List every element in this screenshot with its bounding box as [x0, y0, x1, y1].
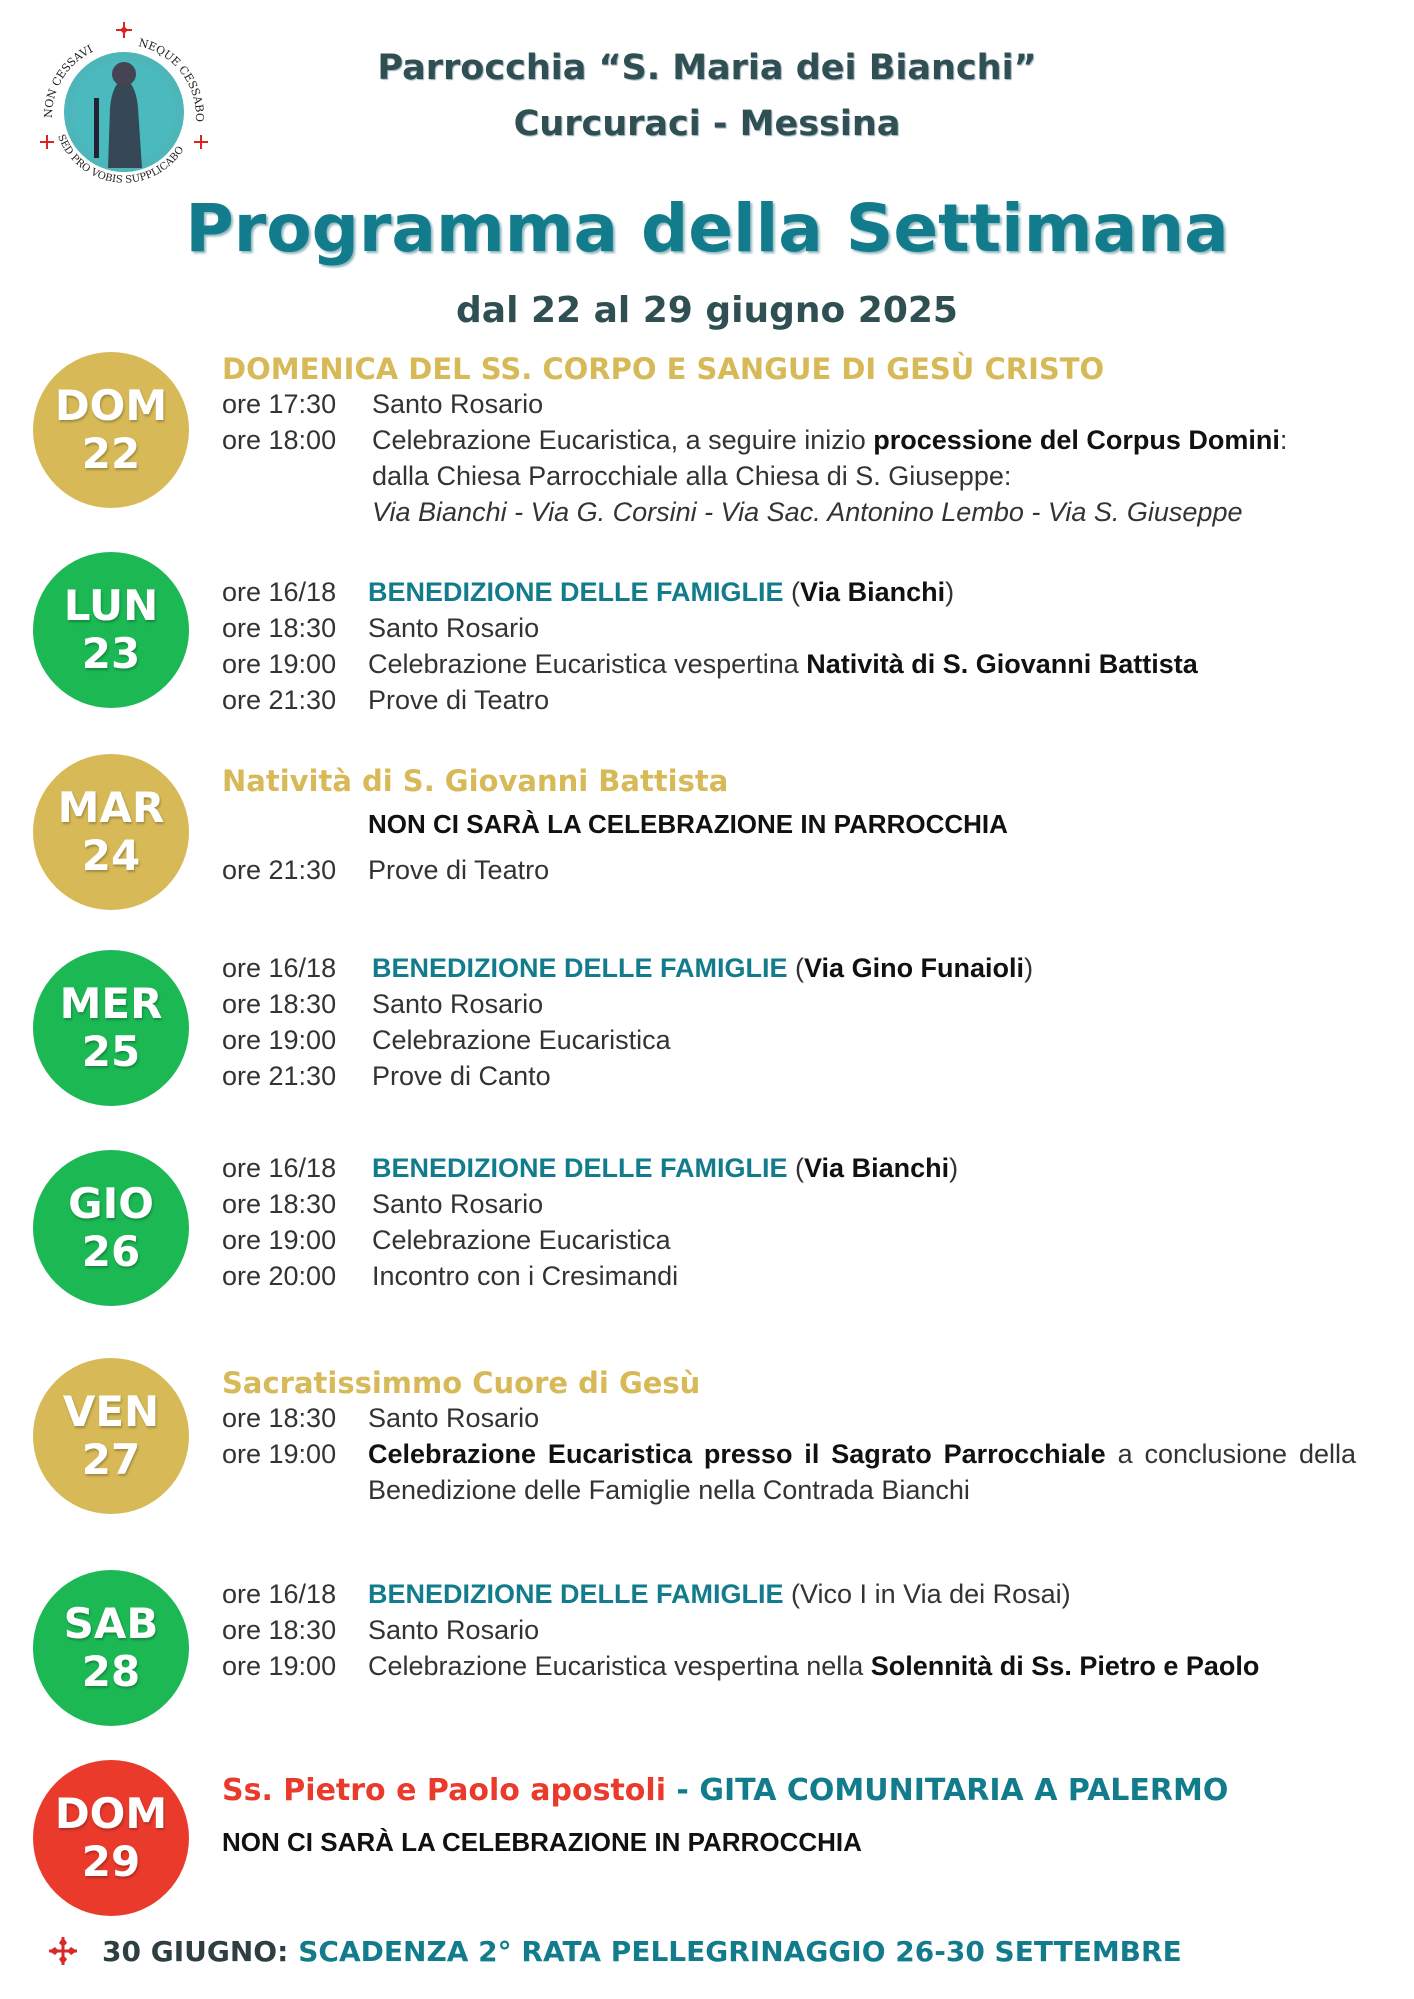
day-block-dom-29: [222, 1772, 1362, 1860]
day-abbr: GIO: [68, 1179, 154, 1228]
day-block-mer-25: [222, 950, 1362, 1094]
schedule-row: ore 20:00 Incontro con i Cresimandi: [222, 1261, 679, 1291]
day-block-ven-27: [222, 1364, 1362, 1508]
day-block-lun-23: [222, 574, 1362, 718]
day-number: 22: [81, 429, 141, 478]
schedule-row: ore 18:30 Santo Rosario: [222, 989, 544, 1019]
feast-title: Sacratissimmo Cuore di Gesù: [222, 1366, 701, 1400]
schedule-row: ore 19:00 Celebrazione Eucaristica: [222, 1225, 671, 1255]
day-block-dom-22: [222, 350, 1362, 530]
notice-row: NON CI SARÀ LA CELEBRAZIONE IN PARROCCHIA: [368, 809, 1008, 839]
feast-title: DOMENICA DEL SS. CORPO E SANGUE DI GESÙ CRISTO: [222, 352, 1105, 386]
day-badge-ven-27: [33, 1358, 189, 1514]
schedule-row: ore 18:00 Celebrazione Eucaristica, a seguire inizio processione del Corpus Domini:: [222, 425, 1288, 455]
day-abbr: MER: [59, 979, 163, 1028]
schedule-row: ore 18:30 Santo Rosario: [222, 1403, 540, 1433]
schedule-row: Via Bianchi - Via G. Corsini - Via Sac. Antonino Lembo - Via S. Giuseppe: [372, 497, 1243, 527]
day-number: 24: [81, 831, 141, 880]
svg-text:NEQUE CESSABO: NEQUE CESSABO: [137, 36, 207, 122]
day-badge-gio-26: [33, 1150, 189, 1306]
schedule-row: ore 16/18 BENEDIZIONE DELLE FAMIGLIE (Via Bianchi): [222, 1153, 959, 1183]
schedule-row: ore 21:30 Prove di Canto: [222, 1061, 551, 1091]
schedule-row: ore 18:30 Santo Rosario: [222, 613, 540, 643]
day-abbr: VEN: [62, 1387, 160, 1436]
day-number: 29: [81, 1837, 141, 1886]
day-abbr: DOM: [54, 381, 168, 430]
cross-icon: [46, 1934, 80, 1968]
schedule-row: ore 21:30 Prove di Teatro: [222, 855, 550, 885]
day-number: 26: [81, 1227, 141, 1276]
schedule-row: ore 16/18 BENEDIZIONE DELLE FAMIGLIE (Vico I in Via dei Rosai): [222, 1579, 1071, 1609]
day-number: 27: [81, 1435, 141, 1484]
day-badge-dom-29: [33, 1760, 189, 1916]
schedule-row: ore 17:30 Santo Rosario: [222, 389, 544, 419]
day-badge-mer-25: [33, 950, 189, 1106]
schedule-row: ore 18:30 Santo Rosario: [222, 1189, 544, 1219]
schedule-row: ore 21:30 Prove di Teatro: [222, 685, 550, 715]
date-range: dal 22 al 29 giugno 2025: [456, 290, 958, 331]
footer-date: 30 GIUGNO:: [102, 1934, 289, 1968]
feast-title: Ss. Pietro e Paolo apostoli - GITA COMUNITARIA A PALERMO: [222, 1773, 1229, 1808]
day-badge-mar-24: [33, 754, 189, 910]
schedule-row: ore 19:00 Celebrazione Eucaristica vespertina nella Solennità di Ss. Pietro e Paolo: [222, 1651, 1260, 1681]
svg-text:NON CESSAVI: NON CESSAVI: [41, 42, 95, 119]
parish-city: Curcuraci - Messina: [513, 104, 901, 144]
day-badge-lun-23: [33, 552, 189, 708]
schedule-row: ore 19:00 Celebrazione Eucaristica presso il Sagrato Parrocchiale a conclusione della Benedizione delle Famiglie nella Contrada Bianchi: [222, 1439, 1356, 1505]
schedule-row: ore 16/18 BENEDIZIONE DELLE FAMIGLIE (Via Bianchi): [222, 577, 955, 607]
parish-name: Parrocchia “S. Maria dei Bianchi”: [377, 48, 1037, 88]
footer-note: [46, 1934, 1182, 1968]
schedule-row: ore 19:00 Celebrazione Eucaristica vespertina Natività di S. Giovanni Battista: [222, 649, 1198, 679]
schedule-row: ore 16/18 BENEDIZIONE DELLE FAMIGLIE (Via Gino Funaioli): [222, 953, 1034, 983]
schedule-row: dalla Chiesa Parrocchiale alla Chiesa di S. Giuseppe:: [372, 461, 1012, 491]
day-number: 28: [81, 1647, 141, 1696]
schedule-row: ore 18:30 Santo Rosario: [222, 1615, 540, 1645]
day-block-mar-24: [222, 762, 1362, 888]
footer-text: SCADENZA 2° RATA PELLEGRINAGGIO 26-30 SETTEMBRE: [298, 1934, 1182, 1968]
feast-title: Natività di S. Giovanni Battista: [222, 764, 729, 798]
page-title: Programma della Settimana: [185, 190, 1229, 267]
day-block-gio-26: [222, 1150, 1362, 1294]
day-abbr: LUN: [63, 581, 159, 630]
day-badge-dom-22: [33, 352, 189, 508]
day-block-sab-28: [222, 1576, 1362, 1684]
notice-row: NON CI SARÀ LA CELEBRAZIONE IN PARROCCHIA: [222, 1827, 862, 1857]
day-abbr: DOM: [54, 1789, 168, 1838]
day-abbr: MAR: [57, 783, 165, 832]
day-number: 23: [81, 629, 141, 678]
day-abbr: SAB: [63, 1599, 159, 1648]
day-badge-sab-28: [33, 1570, 189, 1726]
day-number: 25: [81, 1027, 141, 1076]
schedule-row: ore 19:00 Celebrazione Eucaristica: [222, 1025, 671, 1055]
svg-text:SED PRO VOBIS SUPPLICABO: SED PRO VOBIS SUPPLICABO: [55, 132, 187, 186]
